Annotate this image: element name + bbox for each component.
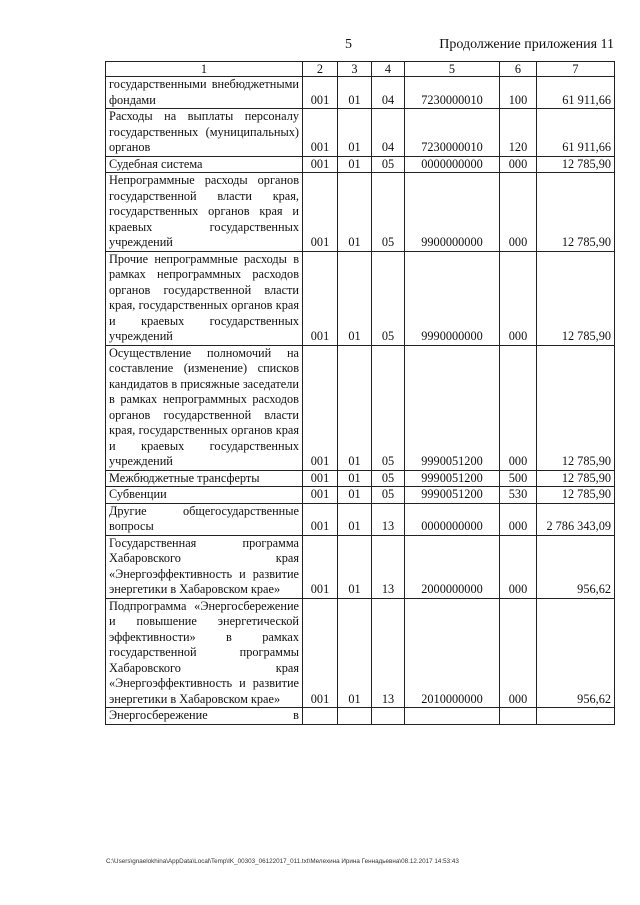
table-row [106,708,615,725]
ministry-code: 001 [303,173,338,252]
amount: 12 785,90 [537,345,615,470]
amount: 12 785,90 [537,487,615,504]
item-name: государственными внебюджетными фондами [106,77,303,109]
expense-type-code: 000 [500,503,537,535]
target-article-code: 2000000000 [405,535,500,598]
ministry-code: 001 [303,535,338,598]
item-name: Непрограммные расходы органов государственной власти края, государственных органов края и краевых государственных учреждений [106,173,303,252]
section-code: 01 [338,77,372,109]
amount: 12 785,90 [537,173,615,252]
target-article-code: 9990051200 [405,470,500,487]
item-name: Расходы на выплаты персоналу государственных (муниципальных) органов [106,109,303,157]
subsection-code: 13 [372,598,405,708]
amount: 956,62 [537,535,615,598]
subsection-code: 05 [372,173,405,252]
ministry-code: 001 [303,251,338,345]
column-header: 3 [338,62,372,77]
column-header: 1 [106,62,303,77]
target-article-code: 9990051200 [405,487,500,504]
amount: 61 911,66 [537,109,615,157]
item-name: Судебная система [106,156,303,173]
section-code: 01 [338,487,372,504]
table-row [106,251,615,345]
section-code: 01 [338,109,372,157]
amount: 2 786 343,09 [537,503,615,535]
amount: 61 911,66 [537,77,615,109]
target-article-code: 9990051200 [405,345,500,470]
expense-type-code [500,708,537,725]
ministry-code: 001 [303,77,338,109]
section-code [338,708,372,725]
target-article-code [405,708,500,725]
target-article-code: 0000000000 [405,503,500,535]
table-row [106,487,615,504]
expense-type-code: 000 [500,251,537,345]
item-name: Субвенции [106,487,303,504]
file-path-footer: C:\Users\gnaelokhina\AppData\Local\Temp\IK_00303_06122017_011.txt\Мелехина Ирина Геннадьевна\08.12.2017 14:53:43 [106,858,459,865]
appendix-label: Продолжение приложения 11 [439,37,614,52]
subsection-code: 05 [372,345,405,470]
section-code: 01 [338,503,372,535]
item-name: Подпрограмма «Энергосбережение и повышение энергетической эффективности» в рамках государственной программы Хабаровского края «Энергоэффективность и развитие энергетики в Хабаровском крае» [106,598,303,708]
amount [537,708,615,725]
subsection-code: 04 [372,77,405,109]
target-article-code: 2010000000 [405,598,500,708]
ministry-code: 001 [303,598,338,708]
table-row [106,535,615,598]
expense-type-code: 100 [500,77,537,109]
ministry-code: 001 [303,156,338,173]
column-header: 5 [405,62,500,77]
page-number: 5 [345,37,352,52]
expense-type-code: 530 [500,487,537,504]
ministry-code: 001 [303,487,338,504]
table-row [106,109,615,157]
ministry-code: 001 [303,109,338,157]
expense-type-code: 000 [500,598,537,708]
table-row [106,77,615,109]
table-row [106,345,615,470]
item-name: Энергосбережение в [106,708,303,725]
ministry-code: 001 [303,470,338,487]
subsection-code: 05 [372,487,405,504]
amount: 956,62 [537,598,615,708]
subsection-code: 04 [372,109,405,157]
amount: 12 785,90 [537,251,615,345]
expense-type-code: 120 [500,109,537,157]
section-code: 01 [338,470,372,487]
table-row [106,598,615,708]
column-header: 6 [500,62,537,77]
ministry-code: 001 [303,503,338,535]
section-code: 01 [338,251,372,345]
ministry-code [303,708,338,725]
table-row [106,173,615,252]
ministry-code: 001 [303,345,338,470]
item-name: Межбюджетные трансферты [106,470,303,487]
section-code: 01 [338,345,372,470]
table-row [106,156,615,173]
subsection-code: 05 [372,156,405,173]
section-code: 01 [338,173,372,252]
subsection-code [372,708,405,725]
subsection-code: 13 [372,535,405,598]
table-row [106,503,615,535]
expense-type-code: 000 [500,535,537,598]
expense-type-code: 500 [500,470,537,487]
target-article-code: 7230000010 [405,77,500,109]
item-name: Другие общегосударственные вопросы [106,503,303,535]
item-name: Осуществление полномочий на составление (изменение) списков кандидатов в присяжные заседатели в рамках непрограммных расходов органов государственной власти края, государственных органов края и краевых государственных учреждений [106,345,303,470]
subsection-code: 05 [372,470,405,487]
table-header-row [106,62,615,77]
section-code: 01 [338,156,372,173]
expense-type-code: 000 [500,156,537,173]
subsection-code: 13 [372,503,405,535]
item-name: Государственная программа Хабаровского края «Энергоэффективность и развитие энергетики в Хабаровском крае» [106,535,303,598]
expense-type-code: 000 [500,173,537,252]
target-article-code: 0000000000 [405,156,500,173]
column-header: 2 [303,62,338,77]
item-name: Прочие непрограммные расходы в рамках непрограммных расходов органов государственной власти края, государственных органов края и краевых государственных учреждений [106,251,303,345]
target-article-code: 7230000010 [405,109,500,157]
subsection-code: 05 [372,251,405,345]
target-article-code: 9990000000 [405,251,500,345]
budget-table [105,61,615,725]
target-article-code: 9900000000 [405,173,500,252]
section-code: 01 [338,535,372,598]
column-header: 7 [537,62,615,77]
expense-type-code: 000 [500,345,537,470]
amount: 12 785,90 [537,470,615,487]
amount: 12 785,90 [537,156,615,173]
section-code: 01 [338,598,372,708]
column-header: 4 [372,62,405,77]
table-row [106,470,615,487]
